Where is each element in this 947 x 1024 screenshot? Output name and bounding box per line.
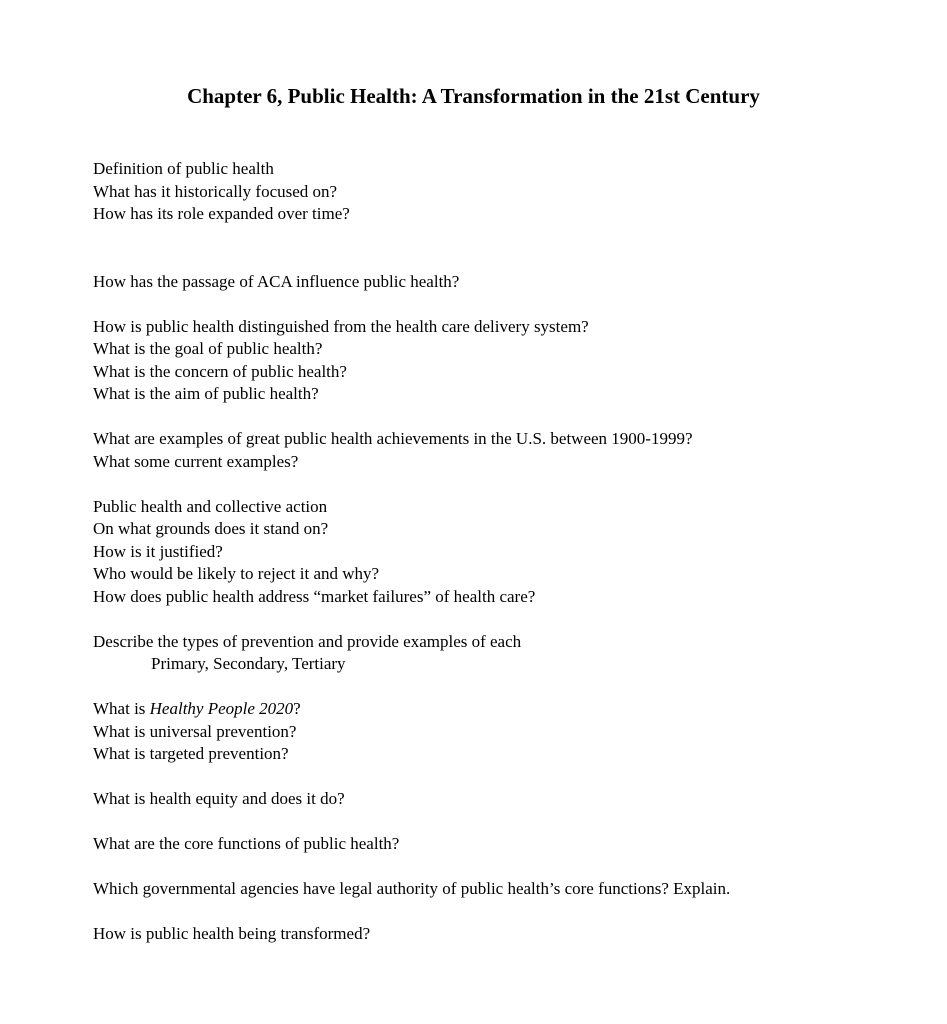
text-line: What are the core functions of public health?	[93, 834, 400, 853]
text-suffix: ?	[293, 699, 301, 718]
section-health-equity	[93, 788, 913, 811]
text-line: On what grounds does it stand on?	[93, 519, 329, 538]
text-line: What is the aim of public health?	[93, 384, 319, 403]
page-title: Chapter 6, Public Health: A Transformation in the 21st Century	[187, 84, 760, 108]
text-line-healthy-people	[93, 698, 913, 721]
text-prefix: What is	[93, 699, 150, 718]
section-aca	[93, 271, 913, 294]
document-body	[93, 158, 913, 946]
section-transformed	[93, 923, 913, 946]
text-line: How is public health distinguished from the health care delivery system?	[93, 316, 589, 336]
section-agencies	[93, 878, 913, 901]
section-distinguished	[93, 316, 913, 406]
text-line: How is it justified?	[93, 541, 223, 561]
text-line: What are examples of great public health achievements in the U.S. between 1900-1999?	[93, 429, 693, 448]
text-line: Definition of public health	[93, 159, 274, 178]
section-achievements	[93, 428, 913, 473]
text-line: What some current examples?	[93, 451, 299, 471]
section-prevention	[93, 631, 913, 676]
text-line: What is targeted prevention?	[93, 744, 289, 763]
text-line: What has it historically focused on?	[93, 181, 338, 201]
text-line: What is health equity and does it do?	[93, 789, 345, 808]
text-line: What is universal prevention?	[93, 721, 297, 741]
section-definition	[93, 158, 913, 226]
text-line: How has its role expanded over time?	[93, 204, 350, 223]
text-line: Public health and collective action	[93, 496, 328, 516]
text-line: What is the concern of public health?	[93, 361, 347, 381]
text-line: How has the passage of ACA influence public health?	[93, 271, 460, 291]
text-line: Which governmental agencies have legal authority of public health’s core functions? Explain.	[93, 879, 731, 898]
text-line: What is the goal of public health?	[93, 339, 323, 358]
italic-title: Healthy People 2020	[149, 699, 294, 718]
section-collective-action	[93, 496, 913, 609]
text-line: How is public health being transformed?	[93, 924, 371, 943]
text-line-indented: Primary, Secondary, Tertiary	[151, 654, 346, 673]
text-line: How does public health address “market failures” of health care?	[93, 586, 536, 606]
section-healthy-people	[93, 698, 913, 766]
text-line: Describe the types of prevention and provide examples of each	[93, 631, 522, 651]
section-core-functions	[93, 833, 913, 856]
text-line: Who would be likely to reject it and why?	[93, 564, 380, 583]
